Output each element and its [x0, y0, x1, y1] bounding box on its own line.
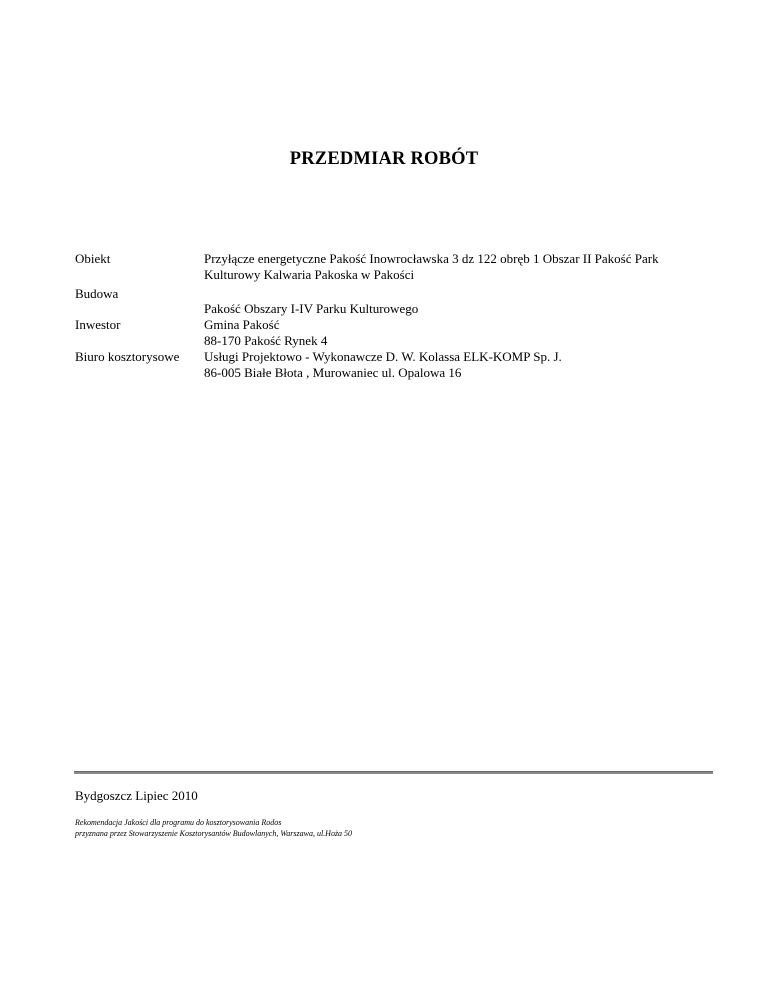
biuro-value-line-1: Usługi Projektowo - Wykonawcze D. W. Kolassa ELK-KOMP Sp. J.: [204, 349, 562, 364]
biuro-value: [204, 349, 724, 381]
budowa-value: [204, 301, 724, 317]
inwestor-label: Inwestor: [75, 317, 121, 332]
obiekt-label: Obiekt: [75, 251, 111, 266]
budowa-label: Budowa: [75, 286, 119, 301]
footer-note-line-1: Rekomendacja Jakości dla programu do kosztorysowania Rodos: [75, 818, 282, 827]
inwestor-value-line-2: 88-170 Pakość Rynek 4: [204, 333, 328, 348]
inwestor-value: [204, 317, 724, 349]
obiekt-value-line-2: Kulturowy Kalwaria Pakoska w Pakości: [204, 267, 415, 282]
biuro-value-line-2: 86-005 Białe Błota , Murowaniec ul. Opalowa 16: [204, 365, 462, 380]
footer-city-date: Bydgoszcz Lipiec 2010: [75, 788, 198, 803]
footer-divider: [74, 771, 713, 774]
inwestor-value-line-1: Gmina Pakość: [204, 317, 280, 332]
biuro-label: Biuro kosztorysowe: [75, 349, 180, 364]
page-title: PRZEDMIAR ROBÓT: [289, 149, 479, 169]
footer-note-line-2: przyznana przez Stowarzyszenie Kosztorysantów Budowlanych, Warszawa, ul.Hoża 50: [75, 829, 353, 838]
budowa-value-line: Pakość Obszary I-IV Parku Kulturowego: [204, 301, 419, 316]
obiekt-value-line-1: Przyłącze energetyczne Pakość Inowrocławska 3 dz 122 obręb 1 Obszar II Pakość Park: [204, 251, 659, 266]
obiekt-value: [204, 251, 724, 283]
